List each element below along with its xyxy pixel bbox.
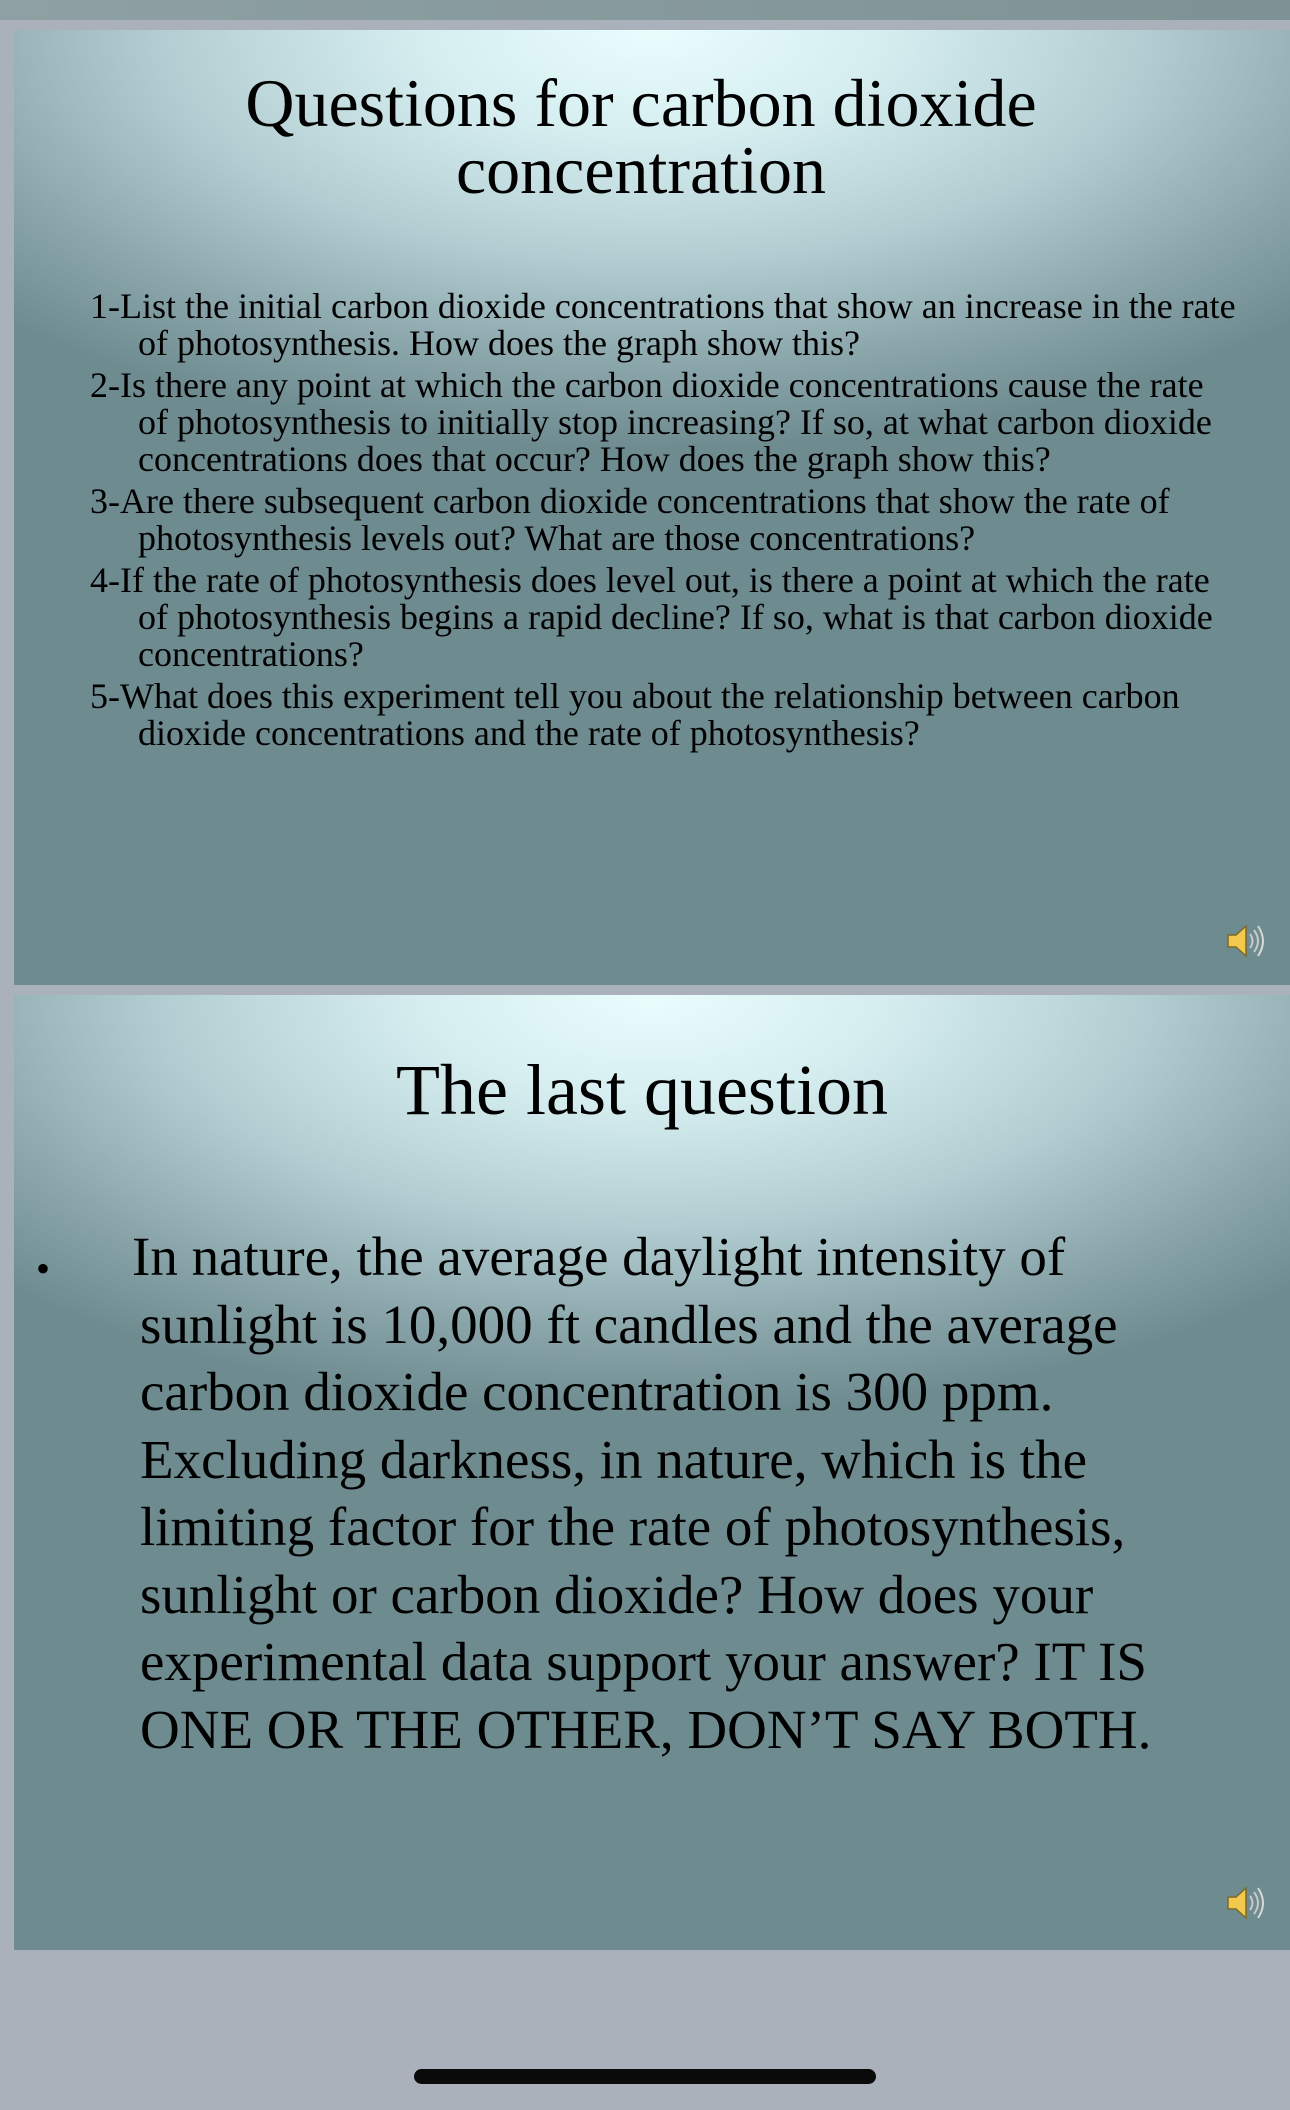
top-strip: [0, 0, 1290, 20]
slide-last-question[interactable]: [14, 995, 1290, 1950]
question-1: 1-List the initial carbon dioxide concentrations that show an increase in the rate of photosynthesis. How does the graph show this?: [90, 286, 1236, 363]
question-2: 2-Is there any point at which the carbon dioxide concentrations cause the rate of photosynthesis to initially stop increasing? If so, at what carbon dioxide concentrations does that occur? How does the graph show this?: [90, 365, 1212, 479]
question-3: 3-Are there subsequent carbon dioxide concentrations that show the rate of photosynthesis levels out? What are those concentrations?: [90, 481, 1170, 558]
last-question-text: [132, 1223, 1252, 1763]
speaker-icon[interactable]: [1222, 918, 1268, 964]
question-5: 5-What does this experiment tell you about the relationship between carbon dioxide concentrations and the rate of photosynthesis?: [90, 676, 1180, 753]
body-line-4: Excluding darkness, in nature, which is the: [140, 1428, 1088, 1490]
body-line-3: carbon dioxide concentration is 300 ppm.: [140, 1361, 1054, 1422]
body-line-6: sunlight or carbon dioxide? How does your: [140, 1563, 1094, 1625]
slide-carbon-dioxide-questions[interactable]: [14, 30, 1290, 985]
body-line-8: ONE OR THE OTHER, DON’T SAY BOTH.: [140, 1698, 1152, 1760]
body-line-5: limiting factor for the rate of photosynthesis,: [140, 1496, 1126, 1557]
slide-1-title: [14, 65, 1276, 208]
question-list: [90, 288, 1240, 757]
question-4: 4-If the rate of photosynthesis does level out, is there a point at which the rate of photosynthesis begins a rapid decline? If so, what is that carbon dioxide concentrations?: [90, 560, 1213, 674]
body-line-1: In nature, the average daylight intensity of: [132, 1226, 1066, 1287]
bullet-marker: •: [36, 1246, 51, 1291]
home-indicator[interactable]: [414, 2069, 876, 2084]
body-line-2: sunlight is 10,000 ft candles and the average: [140, 1293, 1118, 1355]
slide-1-title-line-1: Questions for carbon dioxide: [245, 65, 1037, 141]
slide-2-title: The last question: [396, 1050, 888, 1130]
slide-1-title-line-2: concentration: [455, 132, 827, 208]
speaker-icon[interactable]: [1222, 1880, 1268, 1926]
body-line-7: experimental data support your answer? IT IS: [140, 1631, 1147, 1692]
